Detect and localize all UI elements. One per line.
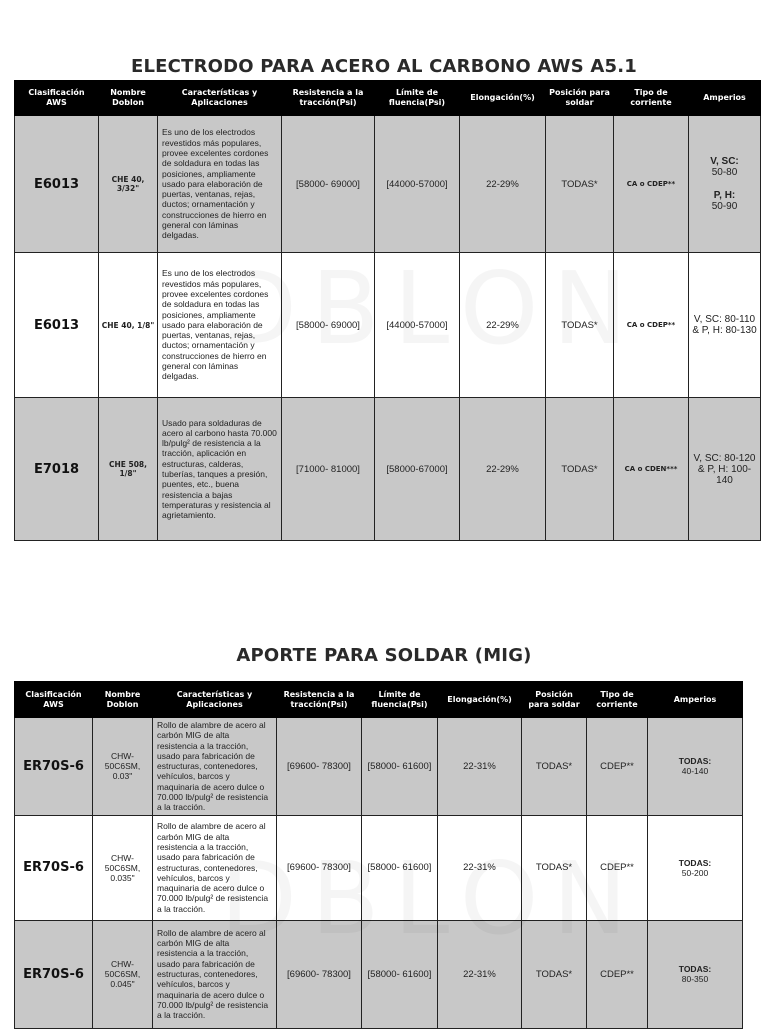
header-clasificacion: Clasificación AWS [15, 81, 99, 116]
cell-caracteristicas: Usado para soldaduras de acero al carbono hasta 70.000 lb/pulg² de resistencia a la tracción, aplicación en estructuras, calderas, tuberías, tanques a presión, puentes, etc., buena resistencia a bajas temperaturas y resistencia al agrietamiento. [158, 398, 282, 541]
cell-elongacion: 22-29% [460, 398, 546, 541]
cell-elongacion: 22-31% [438, 718, 522, 816]
cell-clasificacion: ER70S-6 [15, 815, 93, 920]
cell-amperios: V, SC: 80-110 & P, H: 80-130 [689, 253, 761, 398]
cell-resistencia: [58000- 69000] [282, 253, 375, 398]
header-amperios: Amperios [689, 81, 761, 116]
cell-limite: [44000-57000] [375, 116, 460, 253]
cell-nombre: CHE 508, 1/8" [99, 398, 158, 541]
cell-resistencia: [58000- 69000] [282, 116, 375, 253]
header-limite: Límite de fluencia(Psi) [375, 81, 460, 116]
cell-posicion: TODAS* [522, 718, 587, 816]
cell-posicion: TODAS* [546, 398, 614, 541]
header-posicion: Posición para soldar [546, 81, 614, 116]
header-resistencia: Resistencia a la tracción(Psi) [282, 81, 375, 116]
table-row [15, 815, 743, 920]
table-row [15, 253, 761, 398]
cell-clasificacion: ER70S-6 [15, 920, 93, 1028]
cell-corriente: CDEP** [587, 718, 648, 816]
electrodo-table [14, 80, 761, 541]
cell-caracteristicas: Rollo de alambre de acero al carbón MIG de alta resistencia a la tracción, usado para fabricación de estructuras, contenedores, vehículos, barcos y maquinaria de acero dulce o 70.000 lb/pulg² de resistencia a la tracción. [153, 718, 277, 816]
cell-limite: [58000-67000] [375, 398, 460, 541]
header-caracteristicas: Características y Aplicaciones [153, 682, 277, 718]
header-elongacion: Elongación(%) [460, 81, 546, 116]
amp-label: TODAS: [678, 964, 712, 975]
cell-posicion: TODAS* [546, 116, 614, 253]
cell-posicion: TODAS* [546, 253, 614, 398]
cell-clasificacion: E7018 [15, 398, 99, 541]
header-elongacion: Elongación(%) [438, 682, 522, 718]
cell-corriente: CA o CDEP** [614, 253, 689, 398]
header-nombre: Nombre Doblon [93, 682, 153, 718]
cell-caracteristicas: Rollo de alambre de acero al carbón MIG de alta resistencia a la tracción, usado para fabricación de estructuras, contenedores, vehículos, barcos y maquinaria de acero dulce o 70.000 lb/pulg² de resistencia a la tracción. [153, 920, 277, 1028]
cell-caracteristicas: Es uno de los electrodos revestidos más populares, provee excelentes cordones de soldadura en todas las posiciones, ampliamente usado para elaboración de puertas, ventanas, rejas, ductos; ornamentación y construcciones de hierro en general con láminas delgadas. [158, 116, 282, 253]
cell-nombre: CHW-50C6SM, 0.03" [93, 718, 153, 816]
table-header-row [15, 81, 761, 116]
cell-nombre: CHW-50C6SM, 0.035" [93, 815, 153, 920]
cell-amperios [648, 920, 743, 1028]
table-header-row [15, 682, 743, 718]
cell-corriente: CDEP** [587, 920, 648, 1028]
table-row [15, 116, 761, 253]
cell-clasificacion: E6013 [15, 116, 99, 253]
cell-posicion: TODAS* [522, 920, 587, 1028]
cell-amperios [689, 116, 761, 253]
cell-corriente: CA o CDEP** [614, 116, 689, 253]
amp-label: P, H: [713, 190, 736, 201]
cell-limite: [58000- 61600] [362, 815, 438, 920]
header-corriente: Tipo de corriente [614, 81, 689, 116]
cell-amperios [648, 718, 743, 816]
cell-clasificacion: E6013 [15, 253, 99, 398]
header-posicion: Posición para soldar [522, 682, 587, 718]
cell-corriente: CA o CDEN*** [614, 398, 689, 541]
cell-corriente: CDEP** [587, 815, 648, 920]
cell-clasificacion: ER70S-6 [15, 718, 93, 816]
header-amperios: Amperios [648, 682, 743, 718]
amp-value: 50-90 [711, 201, 738, 212]
cell-amperios: V, SC: 80-120 & P, H: 100-140 [689, 398, 761, 541]
amp-value: 50-80 [711, 167, 738, 178]
cell-nombre: CHE 40, 3/32" [99, 116, 158, 253]
header-corriente: Tipo de corriente [587, 682, 648, 718]
cell-resistencia: [69600- 78300] [277, 920, 362, 1028]
cell-resistencia: [69600- 78300] [277, 815, 362, 920]
cell-elongacion: 22-31% [438, 815, 522, 920]
amp-label: TODAS: [678, 756, 712, 767]
cell-limite: [44000-57000] [375, 253, 460, 398]
cell-elongacion: 22-31% [438, 920, 522, 1028]
cell-posicion: TODAS* [522, 815, 587, 920]
cell-amperios [648, 815, 743, 920]
header-limite: Límite de fluencia(Psi) [362, 682, 438, 718]
amp-label: V, SC: [710, 156, 739, 167]
cell-nombre: CHE 40, 1/8" [99, 253, 158, 398]
table-row [15, 398, 761, 541]
header-clasificacion: Clasificación AWS [15, 682, 93, 718]
cell-limite: [58000- 61600] [362, 718, 438, 816]
section-title-mig: APORTE PARA SOLDAR (MIG) [236, 645, 532, 666]
header-resistencia: Resistencia a la tracción(Psi) [277, 682, 362, 718]
table-row [15, 718, 743, 816]
header-nombre: Nombre Doblon [99, 81, 158, 116]
header-caracteristicas: Características y Aplicaciones [158, 81, 282, 116]
cell-nombre: CHW-50C6SM, 0.045" [93, 920, 153, 1028]
mig-table [14, 681, 743, 1029]
cell-caracteristicas: Es uno de los electrodos revestidos más populares, provee excelentes cordones de soldadura en todas las posiciones, ampliamente usado para elaboración de puertas, ventanas, rejas, ductos; ornamentación y construcciones de hierro en general con láminas delgadas. [158, 253, 282, 398]
cell-limite: [58000- 61600] [362, 920, 438, 1028]
amp-value: 40-140 [681, 766, 709, 777]
amp-value: 50-200 [681, 867, 709, 878]
cell-resistencia: [71000- 81000] [282, 398, 375, 541]
section-title-electrodo: ELECTRODO PARA ACERO AL CARBONO AWS A5.1 [131, 56, 637, 77]
cell-resistencia: [69600- 78300] [277, 718, 362, 816]
amp-value: 80-350 [681, 974, 709, 985]
cell-elongacion: 22-29% [460, 116, 546, 253]
amp-label: TODAS: [678, 857, 712, 868]
cell-caracteristicas: Rollo de alambre de acero al carbón MIG de alta resistencia a la tracción, usado para fabricación de estructuras, contenedores, vehículos, barcos y maquinaria de acero dulce o 70.000 lb/pulg² de resistencia a la tracción. [153, 815, 277, 920]
cell-elongacion: 22-29% [460, 253, 546, 398]
table-row [15, 920, 743, 1028]
